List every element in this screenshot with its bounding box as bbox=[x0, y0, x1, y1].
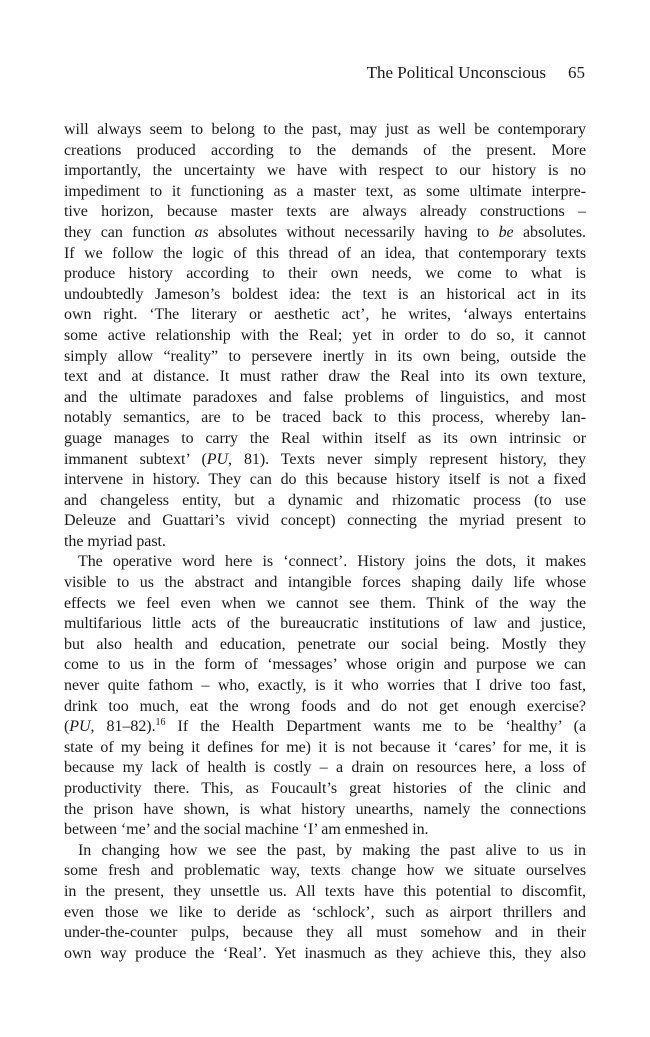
text-line: impediment to it functioning as a master text, as some ultimate interpre- bbox=[64, 182, 586, 200]
text-line: undoubtedly Jameson’s boldest idea: the text is an historical act in its bbox=[64, 285, 586, 303]
text-line: (PU, 81–82).$^{16}$ If the Health Department wants me to be ‘healthy’ (a bbox=[64, 717, 586, 736]
body-text bbox=[64, 120, 586, 964]
text-line: intervene in history. They can do this because history itself is not a fixed bbox=[64, 471, 586, 489]
text-line: state of my being it defines for me) it is not because it ‘cares’ for me, it is bbox=[64, 738, 586, 756]
text-line: importantly, the uncertainty we have with respect to our history is no bbox=[64, 162, 586, 180]
running-head-title: The Political Unconscious bbox=[366, 63, 546, 82]
text-line: guage manages to carry the Real within itself as its own intrinsic or bbox=[64, 429, 586, 447]
text-line: own right. ‘The literary or aesthetic act’, he writes, ‘always entertains bbox=[64, 306, 586, 324]
text-line: productivity there. This, as Foucault’s great histories of the clinic and bbox=[64, 780, 586, 797]
text-line: visible to us the abstract and intangible forces shaping daily life whose bbox=[64, 574, 586, 592]
text-line: the prison have shown, is what history unearths, namely the connections bbox=[64, 800, 586, 818]
text-line: they can function as absolutes without necessarily having to be absolutes. bbox=[64, 223, 586, 241]
text-line: never quite fathom – who, exactly, is it who worries that I drive too fast, bbox=[64, 677, 586, 695]
text-line: In changing how we see the past, by making the past alive to us in bbox=[78, 841, 586, 859]
text-line: multifarious little acts of the bureaucratic institutions of law and justice, bbox=[64, 615, 586, 633]
text-line: own way produce the ‘Real’. Yet inasmuch as they achieve this, they also bbox=[64, 944, 586, 962]
text-line: come to us in the form of ‘messages’ whose origin and purpose we can bbox=[64, 656, 586, 674]
text-line: in the present, they unsettle us. All texts have this potential to discomfit, bbox=[64, 882, 586, 900]
text-line: The operative word here is ‘connect’. History joins the dots, it makes bbox=[78, 553, 586, 571]
page-number: 65 bbox=[568, 63, 585, 82]
text-line: tive horizon, because master texts are always already constructions – bbox=[64, 203, 586, 221]
text-line: If we follow the logic of this thread of an idea, that contemporary texts bbox=[64, 244, 586, 262]
text-line: the myriad past. bbox=[64, 532, 166, 550]
text-line: some fresh and problematic way, texts change how we situate ourselves bbox=[64, 862, 586, 880]
text-line: effects we feel even when we cannot see them. Think of the way the bbox=[64, 594, 586, 612]
running-head bbox=[367, 62, 585, 84]
text-line: and the ultimate paradoxes and false problems of linguistics, and most bbox=[64, 388, 586, 406]
text-line: notably semantics, are to be traced back to this process, whereby lan- bbox=[64, 409, 586, 427]
text-line: even those we like to deride as ‘schlock’, such as airport thrillers and bbox=[64, 903, 586, 921]
text-line: but also health and education, penetrate our social being. Mostly they bbox=[64, 635, 586, 653]
text-line: produce history according to their own needs, we come to what is bbox=[64, 265, 586, 283]
text-line: creations produced according to the demands of the present. More bbox=[64, 141, 586, 159]
text-line: immanent subtext’ (PU, 81). Texts never simply represent history, they bbox=[64, 450, 586, 468]
text-line: and changeless entity, but a dynamic and rhizomatic process (to use bbox=[64, 491, 586, 509]
text-line: because my lack of health is costly – a drain on resources here, a loss of bbox=[64, 759, 586, 777]
text-line: between ‘me’ and the social machine ‘I’ am enmeshed in. bbox=[64, 821, 429, 839]
text-line: drink too much, eat the wrong foods and do not get enough exercise? bbox=[64, 697, 586, 715]
text-line: will always seem to belong to the past, may just as well be contemporary bbox=[64, 121, 586, 138]
text-line: some active relationship with the Real; yet in order to do so, it cannot bbox=[64, 326, 586, 344]
text-line: simply allow “reality” to persevere inertly in its own being, outside the bbox=[64, 347, 586, 365]
text-line: under-the-counter pulps, because they all must somehow and in their bbox=[64, 924, 586, 942]
text-line: text and at distance. It must rather draw the Real into its own texture, bbox=[64, 368, 586, 386]
text-line: Deleuze and Guattari’s vivid concept) connecting the myriad present to bbox=[64, 512, 586, 530]
